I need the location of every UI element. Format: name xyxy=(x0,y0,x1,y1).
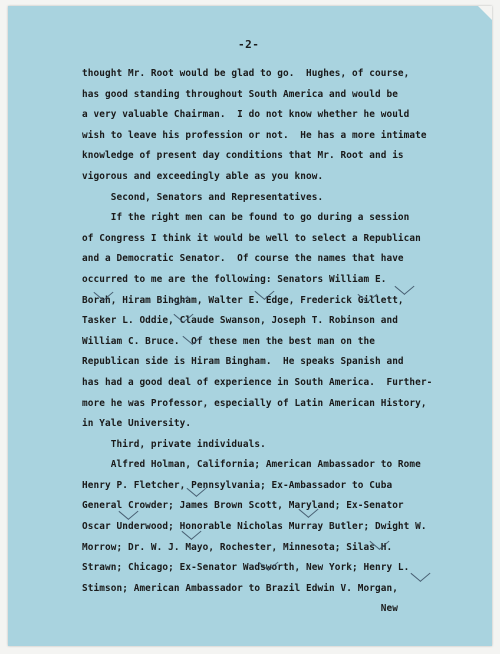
text-line: Tasker L. Oddie, Claude Swanson, Joseph T. Robinson and xyxy=(82,315,398,327)
text-line: Republican side is Hiram Bingham. He speaks Spanish and xyxy=(82,356,404,368)
page-corner-fold xyxy=(478,6,492,20)
text-line: Oscar Underwood; Honorable Nicholas Murray Butler; Dwight W. xyxy=(82,521,427,533)
text-line: William C. Bruce. Of these men the best man on the xyxy=(82,335,375,347)
page-number: -2- xyxy=(238,38,260,51)
text-line: has good standing throughout South America and would be xyxy=(82,88,398,100)
text-line: more he was Professor, especially of Latin American History, xyxy=(82,397,427,409)
text-line: knowledge of present day conditions that Mr. Root and is xyxy=(82,150,404,162)
text-line: occurred to me are the following: Senators William E. xyxy=(82,273,387,285)
text-line: Henry P. Fletcher, Pennsylvania; Ex-Ambassador to Cuba xyxy=(82,479,393,491)
text-line: a very valuable Chairman. I do not know whether he would xyxy=(82,109,410,121)
text-line: in Yale University. xyxy=(82,418,192,430)
text-line: Strawn; Chicago; Ex-Senator Wadsworth, New York; Henry L. xyxy=(82,562,410,574)
text-line: has had a good deal of experience in South America. Further- xyxy=(82,376,433,388)
text-line: vigorous and exceedingly able as you know. xyxy=(82,170,324,182)
text-line: wish to leave his profession or not. He has a more intimate xyxy=(82,129,427,141)
text-line: Morrow; Dr. W. J. Mayo, Rochester, Minnesota; Silas H. xyxy=(82,541,393,553)
text-line: Stimson; American Ambassador to Brazil Edwin V. Morgan, xyxy=(82,582,398,594)
text-line: of Congress I think it would be well to select a Republican xyxy=(82,232,421,244)
text-line: General Crowder; James Brown Scott, Maryland; Ex-Senator xyxy=(82,500,404,512)
text-line: New xyxy=(82,603,398,615)
text-line: Second, Senators and Representatives. xyxy=(82,191,324,203)
text-line: Alfred Holman, California; American Ambassador to Rome xyxy=(82,459,421,471)
text-line: Borah, Hiram Bingham, Walter E. Edge, Frederick Gillett, xyxy=(82,294,404,306)
text-line: If the right men can be found to go during a session xyxy=(82,212,410,224)
text-line: thought Mr. Root would be glad to go. Hughes, of course, xyxy=(82,68,410,79)
text-line: and a Democratic Senator. Of course the names that have xyxy=(82,253,404,265)
text-line: Third, private individuals. xyxy=(82,438,266,450)
typed-letter-body xyxy=(82,64,482,620)
